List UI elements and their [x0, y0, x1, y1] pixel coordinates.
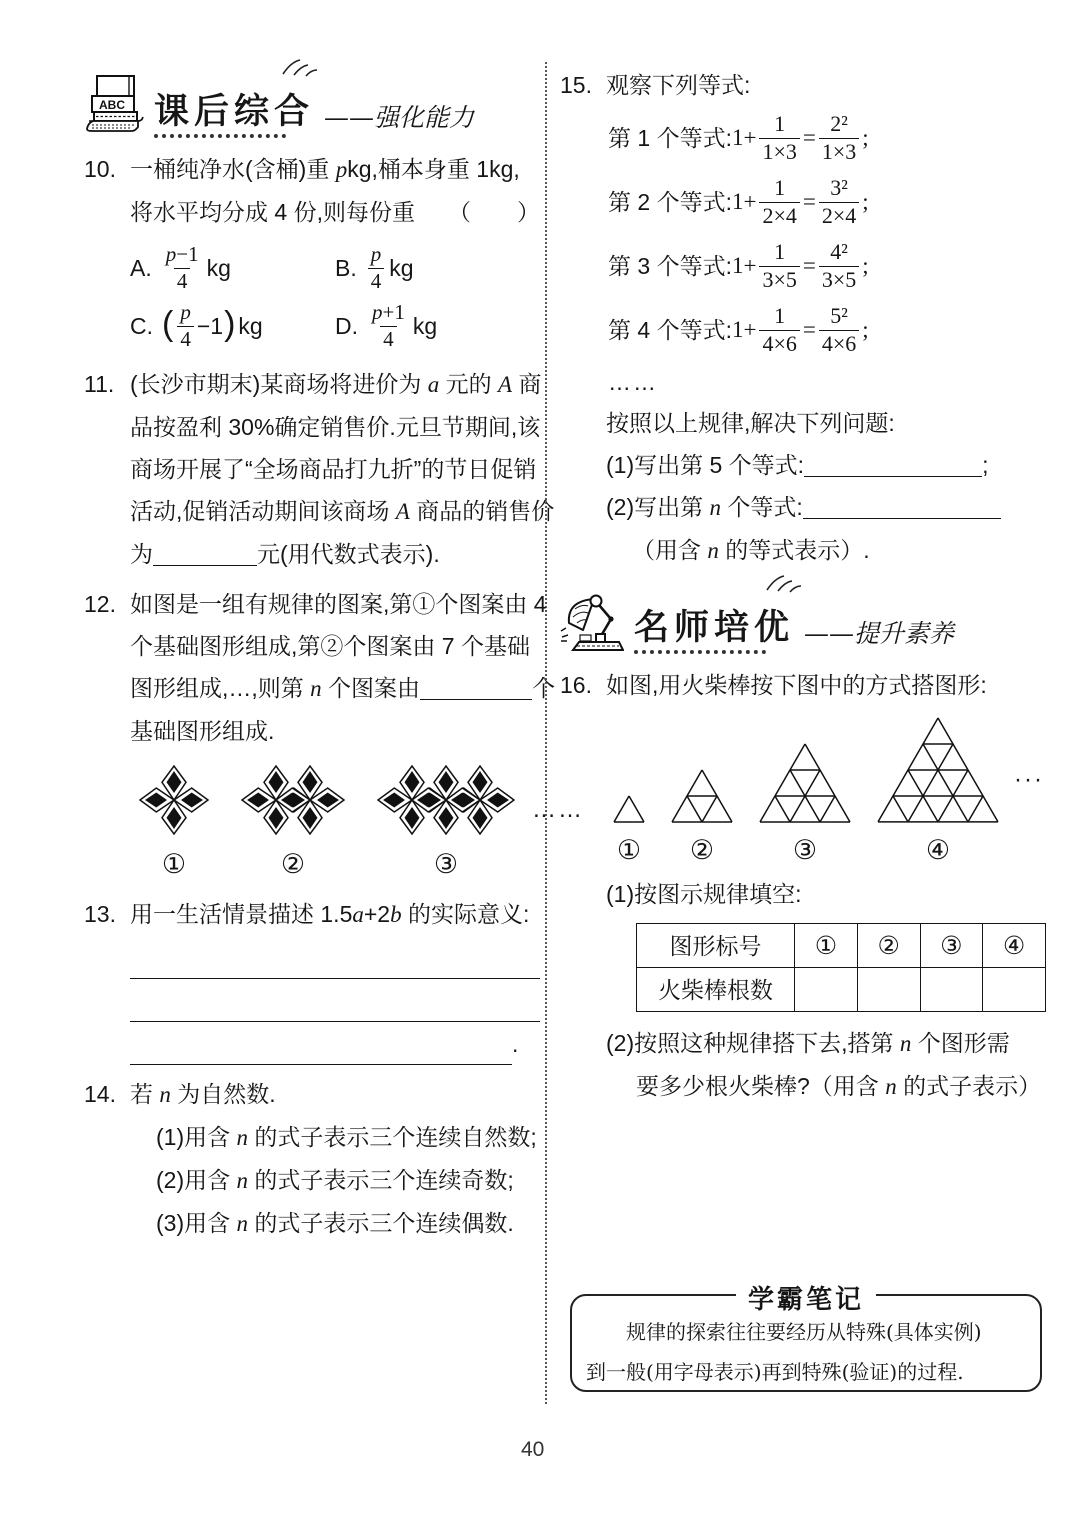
choice-option	[130, 297, 335, 355]
triangle-figure	[758, 742, 852, 871]
equation-tail: ;	[862, 125, 869, 150]
q14-item: (2)用含 n 的式子表示三个连续奇数;	[156, 1167, 514, 1193]
matchstick-triangle-figure	[612, 794, 646, 824]
triangle-figure	[670, 768, 734, 871]
fraction-numerator: p−1	[165, 242, 199, 267]
table-header-cell: 图形标号	[637, 924, 795, 968]
q10-line1-pre: 一桶纯净水(含桶)重	[130, 156, 336, 182]
q15-item2-text: (2)写出第 n 个等式:	[606, 494, 803, 520]
question-15	[560, 64, 1046, 572]
figure-label: ③	[433, 849, 459, 879]
equation-tail: ;	[862, 253, 869, 278]
choice-option	[335, 297, 540, 355]
equation-math	[732, 175, 869, 229]
q10-variable: p	[335, 157, 348, 182]
q12-blank-line	[130, 667, 556, 710]
title-underline-dots	[154, 134, 286, 138]
matchstick-triangle-figure	[876, 716, 1000, 824]
q11-line: 商场开展了“全场商品打九折”的节日促销	[130, 456, 537, 482]
q16-intro: 如图,用火柴棒按下图中的方式搭图形:	[606, 672, 987, 698]
question-16	[560, 664, 1046, 1108]
fraction	[368, 242, 385, 293]
figure-label: ③	[792, 835, 818, 865]
table-header-cell: ③	[920, 924, 983, 968]
equation-label: 第 3 个等式:	[608, 253, 732, 279]
triangle-figure	[876, 716, 1000, 871]
q16-item2-line1: (2)按照这种规律搭下去,搭第 n 个图形需	[606, 1030, 1010, 1056]
fraction-numerator: p	[370, 242, 382, 267]
q10-line1-post: kg,桶本身重 1kg,	[347, 156, 520, 182]
equation-row	[560, 170, 1046, 234]
unit-label: kg	[412, 313, 438, 339]
equation-lead: 1+	[731, 253, 757, 278]
unit-label: kg	[389, 255, 414, 281]
equation-lead: 1+	[731, 189, 757, 214]
table-header-cell: ④	[983, 924, 1046, 968]
q15-item1	[606, 444, 1046, 486]
q10-line2-text: 将水平均分成 4 份,则每份重	[130, 199, 415, 225]
fraction-numerator: 1	[774, 175, 786, 201]
option-after: −1	[196, 313, 224, 339]
figure-label: ①	[616, 835, 642, 865]
close-paren: )	[224, 305, 236, 343]
answer-line	[130, 1022, 512, 1065]
equals-sign: =	[802, 253, 816, 278]
fraction-numerator: p+1	[372, 300, 405, 325]
q15-item1-text: (1)写出第 5 个等式:	[606, 452, 805, 478]
fraction	[759, 303, 799, 357]
fraction-denominator: 2×4	[819, 202, 859, 229]
table-cell: 火柴棒根数	[637, 968, 795, 1012]
fraction	[819, 303, 859, 357]
q12-line: 个基础图形组成,第②个图案由 7 个基础	[130, 633, 530, 659]
fraction-denominator: 4	[368, 268, 385, 294]
section-title-wrap	[154, 94, 314, 138]
equation-label: 第 2 个等式:	[608, 189, 732, 215]
q11-line: 品按盈利 30%确定销售价.元旦节期间,该	[130, 414, 541, 440]
desk-lamp-icon	[560, 590, 624, 654]
q14-item: (3)用含 n 的式子表示三个连续偶数.	[156, 1210, 514, 1236]
table-header-cell: ①	[795, 924, 858, 968]
q11-last-line	[130, 533, 540, 575]
option-label: B.	[335, 255, 357, 281]
question-11	[84, 363, 555, 575]
equation-lead: 1+	[731, 125, 757, 150]
question-10	[84, 148, 540, 355]
equation-row	[560, 106, 1046, 170]
question-number: 13.	[84, 901, 116, 927]
section-subtitle: ——提升素养	[804, 619, 955, 648]
question-number: 11.	[84, 371, 115, 397]
q14-item: (1)用含 n 的式子表示三个连续自然数;	[156, 1124, 537, 1150]
table-cell	[920, 968, 983, 1012]
fraction-denominator: 3×5	[819, 266, 859, 293]
blank-line	[803, 494, 1001, 519]
unit-label: kg	[206, 255, 231, 281]
q15-equations	[560, 106, 1046, 362]
fraction-denominator: 1×3	[819, 138, 859, 165]
fraction-denominator: 4	[174, 268, 191, 294]
sparkle-icon	[764, 572, 804, 594]
column-divider	[545, 62, 547, 1404]
note-line: 到一般(用字母表示)再到特殊(验证)的过程.	[586, 1360, 964, 1384]
choice-option	[130, 239, 335, 297]
matchstick-triangle-figure	[670, 768, 734, 824]
note-line: 规律的探索往往要经历从特殊(具体实例)	[626, 1320, 982, 1344]
fraction-numerator: 5²	[830, 303, 848, 329]
equation-row	[560, 298, 1046, 362]
q16-item2-line2: 要多少根火柴棒?（用含 n 的式子表示）	[636, 1073, 1042, 1099]
fraction	[759, 111, 799, 165]
triangle-figure	[612, 794, 646, 871]
section-subtitle: ——强化能力	[324, 103, 475, 132]
table-header-row	[637, 924, 1046, 968]
question-number: 14.	[84, 1081, 116, 1107]
q11-lines	[130, 363, 555, 533]
q14-items	[130, 1116, 540, 1245]
fraction	[369, 300, 408, 351]
fraction	[759, 239, 799, 293]
option-label: C.	[130, 313, 153, 339]
page-number: 40	[521, 1438, 545, 1461]
table-cell	[795, 968, 858, 1012]
equation-label: 第 4 个等式:	[608, 317, 732, 343]
fraction-numerator: 3²	[830, 175, 848, 201]
diamond-flower-figure	[136, 762, 212, 838]
equals-sign: =	[802, 125, 816, 150]
fraction-denominator: 4	[380, 326, 397, 352]
choice-option	[335, 239, 540, 297]
question-13	[84, 893, 540, 1065]
right-column	[560, 64, 1046, 1116]
section-title: 课后综合	[154, 92, 315, 132]
fraction-denominator: 4	[177, 326, 194, 352]
notes-box	[570, 1284, 1042, 1392]
q11-line: (长沙市期末)某商场将进价为 a 元的 A 商	[130, 371, 542, 397]
fraction	[759, 175, 799, 229]
figure-label: ②	[280, 849, 306, 879]
q15-follow: 按照以上规律,解决下列问题:	[606, 410, 895, 436]
fraction-numerator: p	[180, 300, 191, 325]
blank-line	[420, 675, 532, 700]
blank-line	[804, 452, 982, 477]
equals-sign: =	[802, 317, 816, 342]
q12-blank-post: 个	[532, 675, 556, 701]
q15-ellipsis: ……	[608, 369, 658, 395]
q12-last-line: 基础图形组成.	[130, 718, 275, 744]
end-period: .	[512, 1031, 519, 1057]
pattern-figure	[238, 762, 348, 885]
q12-blank-pre: 图形组成,…,则第 n 个图案由	[130, 675, 421, 701]
equals-sign: =	[802, 189, 816, 214]
q11-line: 活动,促销活动期间该商场 A 商品的销售价	[130, 498, 555, 524]
option-label: A.	[130, 255, 152, 281]
figure-label: ④	[925, 835, 951, 865]
section-title: 名师培优	[634, 608, 795, 648]
fraction-denominator: 1×3	[759, 138, 799, 165]
figure-label: ①	[161, 849, 187, 879]
section-header-afterclass	[84, 64, 540, 138]
unit-label: kg	[238, 313, 263, 339]
sparkle-icon	[280, 56, 320, 78]
pattern-figure	[374, 762, 518, 885]
title-underline-dots	[634, 650, 766, 654]
equation-tail: ;	[862, 317, 869, 342]
q16-item1: (1)按图示规律填空:	[606, 881, 802, 907]
question-number: 15.	[560, 72, 592, 98]
question-number: 10.	[84, 156, 116, 182]
equation-math	[732, 239, 869, 293]
q11-last-post: 元(用代数式表示).	[257, 541, 440, 567]
fraction	[819, 111, 859, 165]
q10-line2	[130, 191, 540, 233]
fraction-numerator: 1	[774, 239, 786, 265]
notes-box-title: 学霸笔记	[736, 1279, 876, 1316]
q12-line: 如图是一组有规律的图案,第①个图案由 4	[130, 591, 547, 617]
fraction-denominator: 2×4	[759, 202, 799, 229]
figures-ellipsis: ……	[532, 795, 584, 823]
fraction-denominator: 3×5	[759, 266, 799, 293]
equation-label: 第 1 个等式:	[608, 125, 732, 151]
fraction-numerator: 1	[774, 111, 786, 137]
q11-last-pre: 为	[130, 541, 153, 567]
fraction-numerator: 1	[774, 303, 786, 329]
q12-lines	[130, 583, 547, 667]
table-header-cell: ②	[857, 924, 920, 968]
open-paren: (	[162, 305, 174, 343]
matchstick-triangle-figure	[758, 742, 852, 824]
equation-lead: 1+	[731, 317, 757, 342]
equation-row	[560, 234, 1046, 298]
equation-tail: ;	[862, 189, 869, 214]
diamond-flower-figure	[374, 762, 518, 838]
q14-intro: 若 n 为自然数.	[130, 1081, 276, 1107]
table-cell	[983, 968, 1046, 1012]
fraction	[819, 175, 859, 229]
question-14	[84, 1073, 540, 1245]
blank-line	[153, 541, 257, 566]
question-number: 16.	[560, 672, 592, 698]
books-icon-label: ABC	[99, 98, 125, 112]
equation-math	[732, 111, 869, 165]
table-cell	[857, 968, 920, 1012]
q15-note: （用含 n 的等式表示）.	[632, 537, 870, 563]
diamond-flower-figure	[238, 762, 348, 838]
q15-intro: 观察下列等式:	[606, 72, 751, 98]
q13-prompt: 用一生活情景描述 1.5a+2b 的实际意义:	[130, 901, 530, 927]
fraction-denominator: 4×6	[759, 330, 799, 357]
section-header-master	[560, 580, 1046, 654]
q10-line1	[130, 148, 540, 191]
q15-item2	[606, 486, 1046, 529]
q10-options	[130, 239, 540, 355]
q15-item1-end: ;	[982, 452, 989, 478]
fraction	[177, 300, 194, 351]
answer-line	[130, 936, 540, 979]
answer-brackets: （ ）	[448, 199, 540, 225]
fraction-numerator: 4²	[830, 239, 848, 265]
pattern-figure	[136, 762, 212, 885]
figures-ellipsis: ···	[1014, 765, 1044, 793]
section-title-wrap	[634, 610, 794, 654]
fraction-numerator: 2²	[830, 111, 848, 137]
fraction	[819, 239, 859, 293]
q12-figures	[136, 762, 584, 885]
fraction-denominator: 4×6	[819, 330, 859, 357]
answer-line-row	[130, 1022, 540, 1065]
figure-label: ②	[689, 835, 715, 865]
table-body-row	[637, 968, 1046, 1012]
q16-figures	[612, 716, 1046, 871]
books-abc-icon	[84, 72, 144, 138]
matchstick-table	[636, 923, 1046, 1012]
answer-line	[130, 979, 540, 1022]
fraction	[163, 242, 202, 293]
option-label: D.	[335, 313, 358, 339]
question-number: 12.	[84, 591, 116, 617]
equation-math	[732, 303, 869, 357]
